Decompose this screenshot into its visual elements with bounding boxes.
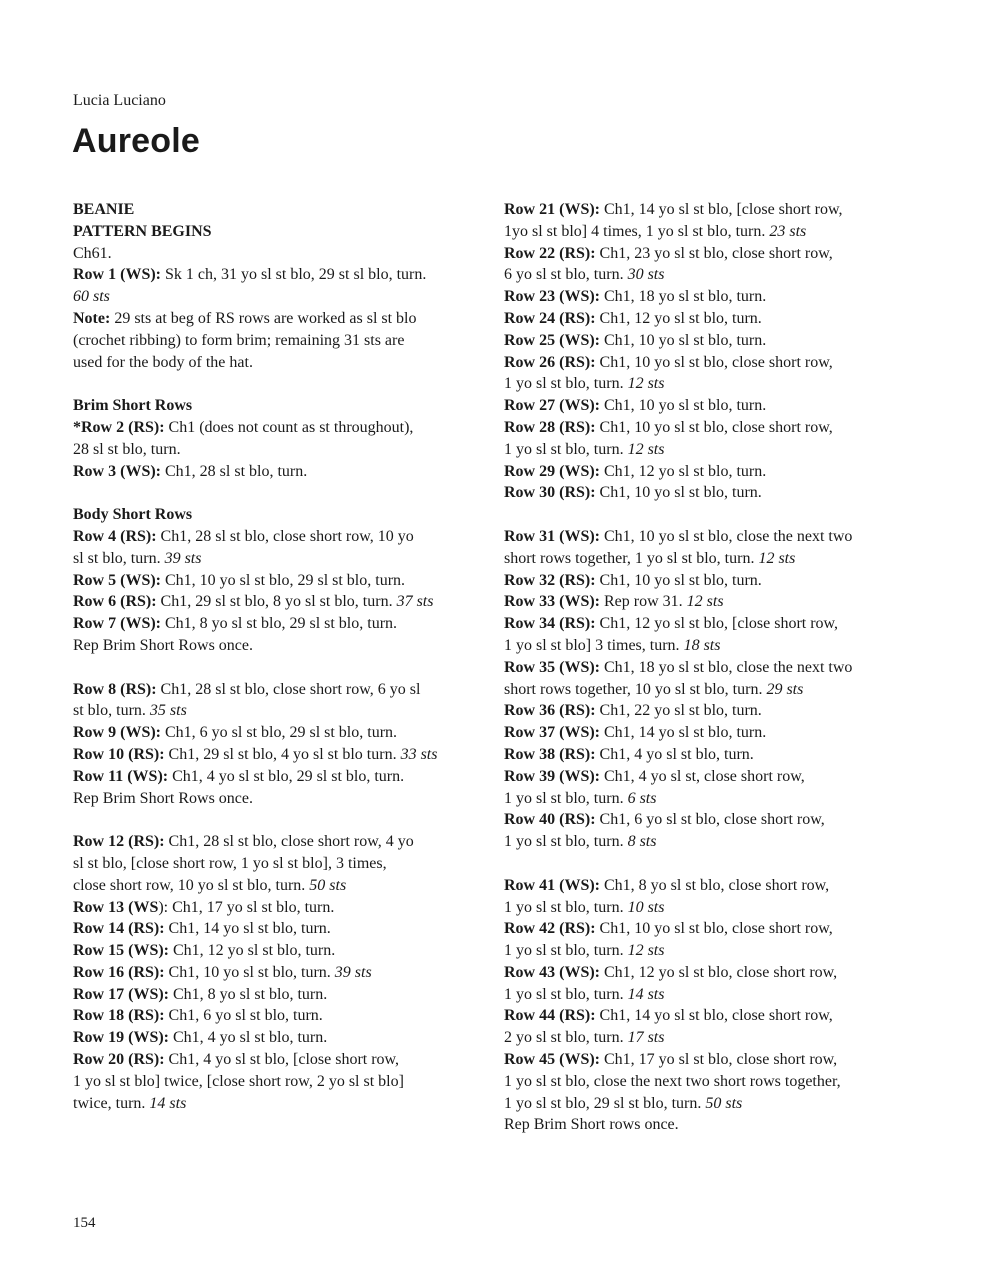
page-number: 154 bbox=[73, 1215, 96, 1231]
pattern-line bbox=[504, 199, 924, 221]
pattern-line bbox=[504, 526, 924, 548]
pattern-line bbox=[504, 831, 924, 853]
instruction-text: Ch1, 8 yo sl st blo, turn. bbox=[169, 985, 328, 1003]
row-label: Row 3 (WS): bbox=[73, 462, 161, 480]
instruction-text: Ch1, 14 yo sl st blo, turn. bbox=[600, 724, 767, 742]
instruction-text: 29 sts at beg of RS rows are worked as sl st blo bbox=[110, 309, 417, 327]
pattern-line bbox=[504, 243, 924, 265]
stitch-count: 12 sts bbox=[627, 375, 665, 393]
row-label: Row 20 (RS): bbox=[73, 1051, 165, 1069]
instruction-text: Ch1, 6 yo sl st blo, turn. bbox=[164, 1007, 323, 1025]
stitch-count: 12 sts bbox=[686, 593, 724, 611]
instruction-text: Ch1, 10 yo sl st blo, turn. bbox=[600, 397, 767, 415]
stitch-count: 8 sts bbox=[627, 833, 657, 851]
pattern-line bbox=[504, 918, 924, 940]
row-label: Row 43 (WS): bbox=[504, 963, 600, 981]
row-label: Row 26 (RS): bbox=[504, 353, 596, 371]
pattern-line bbox=[504, 940, 924, 962]
pattern-line bbox=[504, 722, 924, 744]
instruction-text: close short row, 10 yo sl st blo, turn. bbox=[73, 876, 310, 894]
instruction-text: Ch1, 4 yo sl st blo, turn. bbox=[595, 745, 754, 763]
blank-line bbox=[73, 657, 473, 679]
instruction-text: Ch1, 4 yo sl st, close short row, bbox=[600, 767, 805, 785]
pattern-line bbox=[504, 962, 924, 984]
row-label: Row 37 (WS): bbox=[504, 724, 600, 742]
instruction-text: Rep Brim Short Rows once. bbox=[73, 789, 253, 807]
row-label: Row 4 (RS): bbox=[73, 527, 157, 545]
row-label: Body Short Rows bbox=[73, 506, 193, 524]
instruction-text: 1 yo sl st blo, turn. bbox=[504, 789, 628, 807]
instruction-text: Ch1, 18 yo sl st blo, close the next two bbox=[600, 658, 853, 676]
pattern-line bbox=[504, 461, 924, 483]
pattern-line bbox=[504, 613, 924, 635]
instruction-text: sl st blo, [close short row, 1 yo sl st blo], 3 times, bbox=[73, 854, 387, 872]
instruction-text: Ch1, 22 yo sl st blo, turn. bbox=[595, 702, 762, 720]
instruction-text: st blo, turn. bbox=[73, 702, 150, 720]
instruction-text: (crochet ribbing) to form brim; remaining 31 sts are bbox=[73, 331, 405, 349]
row-label: Row 12 (RS): bbox=[73, 833, 165, 851]
instruction-text: Ch1, 10 yo sl st blo, close short row, bbox=[595, 920, 833, 938]
pattern-column-left bbox=[73, 199, 473, 1114]
instruction-text: 6 yo sl st blo, turn. bbox=[504, 266, 628, 284]
pattern-line bbox=[73, 591, 473, 613]
pattern-line bbox=[504, 1005, 924, 1027]
instruction-text: Ch1, 10 yo sl st blo, close short row, bbox=[595, 353, 833, 371]
pattern-line bbox=[73, 417, 473, 439]
pattern-line bbox=[504, 352, 924, 374]
pattern-line bbox=[73, 1049, 473, 1071]
row-label: Row 32 (RS): bbox=[504, 571, 596, 589]
row-label: Row 7 (WS): bbox=[73, 615, 161, 633]
instruction-text: Ch1, 4 yo sl st blo, [close short row, bbox=[164, 1051, 400, 1069]
pattern-line bbox=[73, 286, 473, 308]
pattern-line bbox=[504, 570, 924, 592]
instruction-text: Ch1, 12 yo sl st blo, close short row, bbox=[600, 963, 838, 981]
instruction-text: Rep row 31. bbox=[600, 593, 687, 611]
instruction-text: Rep Brim Short Rows once. bbox=[73, 636, 253, 654]
pattern-line bbox=[504, 308, 924, 330]
instruction-text: Ch1, 10 yo sl st blo, turn. bbox=[595, 484, 762, 502]
pattern-line bbox=[73, 722, 473, 744]
row-label: Row 45 (WS): bbox=[504, 1051, 600, 1069]
instruction-text: sl st blo, turn. bbox=[73, 549, 165, 567]
instruction-text: Ch1, 10 yo sl st blo, turn. bbox=[595, 571, 762, 589]
instruction-text: twice, turn. bbox=[73, 1094, 150, 1112]
row-label: Row 23 (WS): bbox=[504, 288, 600, 306]
stitch-count: 39 sts bbox=[164, 549, 202, 567]
row-label: Row 6 (RS): bbox=[73, 593, 157, 611]
row-label: Row 28 (RS): bbox=[504, 418, 596, 436]
pattern-line bbox=[504, 809, 924, 831]
pattern-line bbox=[73, 548, 473, 570]
pattern-line bbox=[73, 243, 473, 265]
row-label: Row 1 (WS): bbox=[73, 266, 161, 284]
instruction-text: 1yo sl st blo] 4 times, 1 yo sl st blo, turn. bbox=[504, 222, 770, 240]
row-label: Row 14 (RS): bbox=[73, 920, 165, 938]
row-label: Row 22 (RS): bbox=[504, 244, 596, 262]
pattern-line bbox=[504, 395, 924, 417]
instruction-text: Ch1, 6 yo sl st blo, 29 sl st blo, turn. bbox=[161, 724, 398, 742]
pattern-line bbox=[504, 897, 924, 919]
pattern-line bbox=[73, 897, 473, 919]
instruction-text: Ch1, 10 yo sl st blo, close the next two bbox=[600, 527, 853, 545]
stitch-count: 12 sts bbox=[627, 942, 665, 960]
instruction-text: 1 yo sl st blo, turn. bbox=[504, 985, 628, 1003]
instruction-text: Ch1, 14 yo sl st blo, [close short row, bbox=[600, 201, 843, 218]
stitch-count: 12 sts bbox=[627, 440, 665, 458]
row-label: *Row 2 (RS): bbox=[73, 418, 165, 436]
blank-line bbox=[504, 853, 924, 875]
pattern-line bbox=[504, 700, 924, 722]
pattern-line bbox=[73, 679, 473, 701]
pattern-line bbox=[73, 439, 473, 461]
instruction-text: Ch1, 18 yo sl st blo, turn. bbox=[600, 288, 767, 306]
stitch-count: 50 sts bbox=[309, 876, 347, 894]
instruction-text: 1 yo sl st blo] 3 times, turn. bbox=[504, 636, 684, 654]
row-label: Row 13 (WS bbox=[73, 898, 159, 916]
pattern-line bbox=[73, 635, 473, 657]
row-label: Note: bbox=[73, 309, 111, 327]
instruction-text: Ch1, 10 yo sl st blo, turn. bbox=[600, 331, 767, 349]
pattern-line bbox=[504, 635, 924, 657]
instruction-text: Ch1, 12 yo sl st blo, turn. bbox=[600, 462, 767, 480]
stitch-count: 14 sts bbox=[627, 985, 665, 1003]
pattern-line bbox=[504, 984, 924, 1006]
pattern-line bbox=[73, 504, 473, 526]
instruction-text: 1 yo sl st blo, turn. bbox=[504, 942, 628, 960]
row-label: Row 15 (WS): bbox=[73, 942, 169, 960]
pattern-line bbox=[504, 1071, 924, 1093]
pattern-line bbox=[504, 679, 924, 701]
instruction-text: Ch1, 28 sl st blo, close short row, 4 yo bbox=[164, 833, 414, 851]
pattern-line bbox=[73, 875, 473, 897]
stitch-count: 12 sts bbox=[758, 549, 796, 567]
stitch-count: 18 sts bbox=[683, 636, 721, 654]
pattern-line bbox=[73, 199, 473, 221]
stitch-count: 60 sts bbox=[73, 288, 110, 306]
instruction-text: Ch1, 10 yo sl st blo, close short row, bbox=[595, 418, 833, 436]
row-label: PATTERN BEGINS bbox=[73, 222, 212, 240]
row-label: Row 34 (RS): bbox=[504, 615, 596, 633]
instruction-text: Rep Brim Short rows once. bbox=[504, 1116, 679, 1134]
instruction-text: 1 yo sl st blo, close the next two short rows together, bbox=[504, 1072, 841, 1090]
stitch-count: 37 sts bbox=[396, 593, 434, 611]
row-label: Row 29 (WS): bbox=[504, 462, 600, 480]
row-label: Row 42 (RS): bbox=[504, 920, 596, 938]
instruction-text: 1 yo sl st blo, turn. bbox=[504, 898, 628, 916]
instruction-text: Ch1, 28 sl st blo, turn. bbox=[161, 462, 308, 480]
stitch-count: 35 sts bbox=[149, 702, 187, 720]
instruction-text: Ch1 (does not count as st throughout), bbox=[164, 418, 414, 436]
pattern-line bbox=[504, 875, 924, 897]
instruction-text: Ch1, 14 yo sl st blo, close short row, bbox=[595, 1007, 833, 1025]
pattern-line bbox=[504, 548, 924, 570]
stitch-count: 39 sts bbox=[334, 963, 372, 981]
pattern-line bbox=[504, 744, 924, 766]
instruction-text: Ch1, 23 yo sl st blo, close short row, bbox=[595, 244, 833, 262]
pattern-line bbox=[73, 570, 473, 592]
instruction-text: 1 yo sl st blo, turn. bbox=[504, 833, 628, 851]
stitch-count: 29 sts bbox=[766, 680, 804, 698]
pattern-line bbox=[73, 853, 473, 875]
row-label: Row 31 (WS): bbox=[504, 527, 600, 545]
pattern-line bbox=[73, 613, 473, 635]
pattern-line bbox=[73, 308, 473, 330]
row-label: Row 5 (WS): bbox=[73, 571, 161, 589]
instruction-text: short rows together, 10 yo sl st blo, turn. bbox=[504, 680, 767, 698]
stitch-count: 30 sts bbox=[627, 266, 665, 284]
instruction-text: Ch1, 29 sl st blo, 8 yo sl st blo, turn. bbox=[156, 593, 397, 611]
pattern-line bbox=[504, 1093, 924, 1115]
stitch-count: 50 sts bbox=[705, 1094, 743, 1112]
instruction-text: Ch1, 28 sl st blo, close short row, 6 yo sl bbox=[156, 680, 421, 698]
pattern-line bbox=[73, 264, 473, 286]
instruction-text: Ch1, 10 yo sl st blo, 29 sl st blo, turn. bbox=[161, 571, 406, 589]
pattern-line bbox=[504, 330, 924, 352]
instruction-text: Ch1, 14 yo sl st blo, turn. bbox=[164, 920, 331, 938]
row-label: Row 39 (WS): bbox=[504, 767, 600, 785]
stitch-count: 17 sts bbox=[627, 1029, 665, 1047]
pattern-line bbox=[73, 352, 473, 374]
pattern-line bbox=[504, 417, 924, 439]
pattern-line bbox=[73, 918, 473, 940]
author-name: Lucia Luciano bbox=[73, 92, 166, 109]
pattern-line bbox=[73, 700, 473, 722]
instruction-text: Ch1, 4 yo sl st blo, 29 sl st blo, turn. bbox=[168, 767, 405, 785]
pattern-column-right bbox=[504, 199, 924, 1136]
pattern-line bbox=[73, 744, 473, 766]
instruction-text: 28 sl st blo, turn. bbox=[73, 440, 181, 458]
pattern-line bbox=[73, 940, 473, 962]
pattern-line bbox=[73, 1027, 473, 1049]
instruction-text: Ch1, 6 yo sl st blo, close short row, bbox=[595, 811, 825, 829]
pattern-line bbox=[504, 439, 924, 461]
stitch-count: 14 sts bbox=[149, 1094, 187, 1112]
blank-line bbox=[73, 809, 473, 831]
pattern-line bbox=[504, 221, 924, 243]
pattern-line bbox=[73, 766, 473, 788]
pattern-line bbox=[504, 264, 924, 286]
row-label: Row 40 (RS): bbox=[504, 811, 596, 829]
pattern-line bbox=[73, 1071, 473, 1093]
row-label: Row 8 (RS): bbox=[73, 680, 157, 698]
instruction-text: Ch1, 17 yo sl st blo, close short row, bbox=[600, 1051, 838, 1069]
pattern-line bbox=[73, 395, 473, 417]
pattern-line bbox=[73, 1093, 473, 1115]
row-label: Row 38 (RS): bbox=[504, 745, 596, 763]
instruction-text: Ch1, 10 yo sl st blo, turn. bbox=[164, 963, 335, 981]
blank-line bbox=[504, 504, 924, 526]
row-label: Row 44 (RS): bbox=[504, 1007, 596, 1025]
instruction-text: 2 yo sl st blo, turn. bbox=[504, 1029, 628, 1047]
row-label: Row 17 (WS): bbox=[73, 985, 169, 1003]
row-label: Row 9 (WS): bbox=[73, 724, 161, 742]
instruction-text: Ch1, 8 yo sl st blo, close short row, bbox=[600, 876, 830, 894]
row-label: Row 24 (RS): bbox=[504, 309, 596, 327]
instruction-text: Ch1, 4 yo sl st blo, turn. bbox=[169, 1029, 328, 1047]
pattern-line bbox=[504, 766, 924, 788]
instruction-text: Ch1, 12 yo sl st blo, turn. bbox=[595, 309, 762, 327]
instruction-text: Ch1, 8 yo sl st blo, 29 sl st blo, turn. bbox=[161, 615, 398, 633]
instruction-text: 1 yo sl st blo, 29 sl st blo, turn. bbox=[504, 1094, 706, 1112]
pattern-line bbox=[73, 984, 473, 1006]
instruction-text: 1 yo sl st blo] twice, [close short row, 2 yo sl st blo] bbox=[73, 1072, 404, 1090]
row-label: Row 10 (RS): bbox=[73, 745, 165, 763]
pattern-line bbox=[504, 788, 924, 810]
row-label: Row 33 (WS): bbox=[504, 593, 600, 611]
instruction-text: ): Ch1, 17 yo sl st blo, turn. bbox=[158, 898, 335, 916]
pattern-line bbox=[73, 330, 473, 352]
instruction-text: Ch61. bbox=[73, 244, 112, 262]
page-title: Aureole bbox=[72, 122, 200, 160]
instruction-text: Ch1, 28 sl st blo, close short row, 10 yo bbox=[156, 527, 414, 545]
instruction-text: Sk 1 ch, 31 yo sl st blo, 29 st sl blo, turn. bbox=[161, 266, 427, 284]
row-label: Row 27 (WS): bbox=[504, 397, 600, 415]
row-label: Row 30 (RS): bbox=[504, 484, 596, 502]
blank-line bbox=[73, 482, 473, 504]
pattern-line bbox=[504, 591, 924, 613]
pattern-line bbox=[73, 831, 473, 853]
row-label: Row 25 (WS): bbox=[504, 331, 600, 349]
row-label: Row 36 (RS): bbox=[504, 702, 596, 720]
pattern-line bbox=[504, 482, 924, 504]
row-label: Row 18 (RS): bbox=[73, 1007, 165, 1025]
row-label: BEANIE bbox=[73, 201, 135, 218]
stitch-count: 6 sts bbox=[627, 789, 657, 807]
instruction-text: Ch1, 29 sl st blo, 4 yo sl st blo turn. bbox=[164, 745, 401, 763]
pattern-line bbox=[73, 221, 473, 243]
instruction-text: Ch1, 12 yo sl st blo, [close short row, bbox=[595, 615, 839, 633]
pattern-line bbox=[73, 962, 473, 984]
pattern-line bbox=[73, 788, 473, 810]
pattern-line bbox=[73, 1005, 473, 1027]
pattern-line bbox=[504, 1027, 924, 1049]
stitch-count: 10 sts bbox=[627, 898, 665, 916]
pattern-line bbox=[504, 286, 924, 308]
pattern-line bbox=[504, 1049, 924, 1071]
stitch-count: 23 sts bbox=[769, 222, 807, 240]
instruction-text: Ch1, 12 yo sl st blo, turn. bbox=[169, 942, 336, 960]
instruction-text: 1 yo sl st blo, turn. bbox=[504, 440, 628, 458]
instruction-text: 1 yo sl st blo, turn. bbox=[504, 375, 628, 393]
row-label: Brim Short Rows bbox=[73, 397, 193, 415]
pattern-line bbox=[504, 373, 924, 395]
instruction-text: short rows together, 1 yo sl st blo, turn. bbox=[504, 549, 759, 567]
pattern-line bbox=[73, 526, 473, 548]
row-label: Row 11 (WS): bbox=[73, 767, 169, 785]
row-label: Row 41 (WS): bbox=[504, 876, 600, 894]
pattern-line bbox=[73, 461, 473, 483]
row-label: Row 19 (WS): bbox=[73, 1029, 169, 1047]
instruction-text: used for the body of the hat. bbox=[73, 353, 253, 371]
pattern-line bbox=[504, 1114, 924, 1136]
pattern-line bbox=[504, 657, 924, 679]
row-label: Row 16 (RS): bbox=[73, 963, 165, 981]
blank-line bbox=[73, 373, 473, 395]
stitch-count: 33 sts bbox=[400, 745, 438, 763]
row-label: Row 21 (WS): bbox=[504, 201, 600, 218]
row-label: Row 35 (WS): bbox=[504, 658, 600, 676]
